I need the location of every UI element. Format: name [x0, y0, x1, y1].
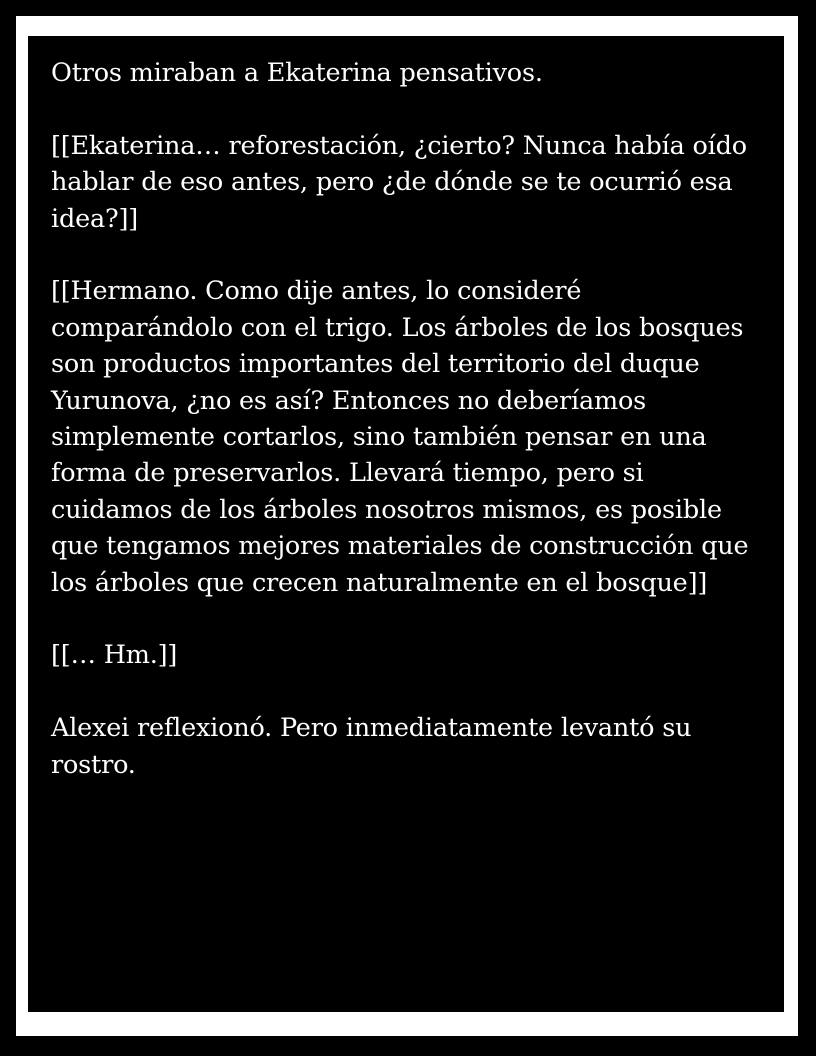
paragraph-4: [[… Hm.]] [51, 640, 178, 671]
page-frame [16, 16, 798, 1036]
paragraph-1: Otros miraban a Ekaterina pensativos. [51, 58, 543, 88]
text-panel [28, 36, 784, 1012]
story-text [51, 55, 771, 819]
paragraph-2: [[Ekaterina… reforestación, ¿cierto? Nunca había oído hablar de eso antes, pero ¿de dónde se te ocurrió esa idea?]] [51, 130, 747, 234]
paragraph-3: [[Hermano. Como dije antes, lo consideré comparándolo con el trigo. Los árboles de los bosques son productos importantes del territorio del duque Yurunova, ¿no es así? Entonces no deberíamos simplemente cortarlos, sino también pensar en una forma de preservarlos. Llevará tiempo, pero si cuidamos de los árboles nosotros mismos, es posible que tengamos mejores materiales de construcción que los árboles que crecen naturalmente en el bosque]] [51, 276, 749, 598]
paragraph-5: Alexei reflexionó. Pero inmediatamente levantó su rostro. [51, 713, 692, 780]
